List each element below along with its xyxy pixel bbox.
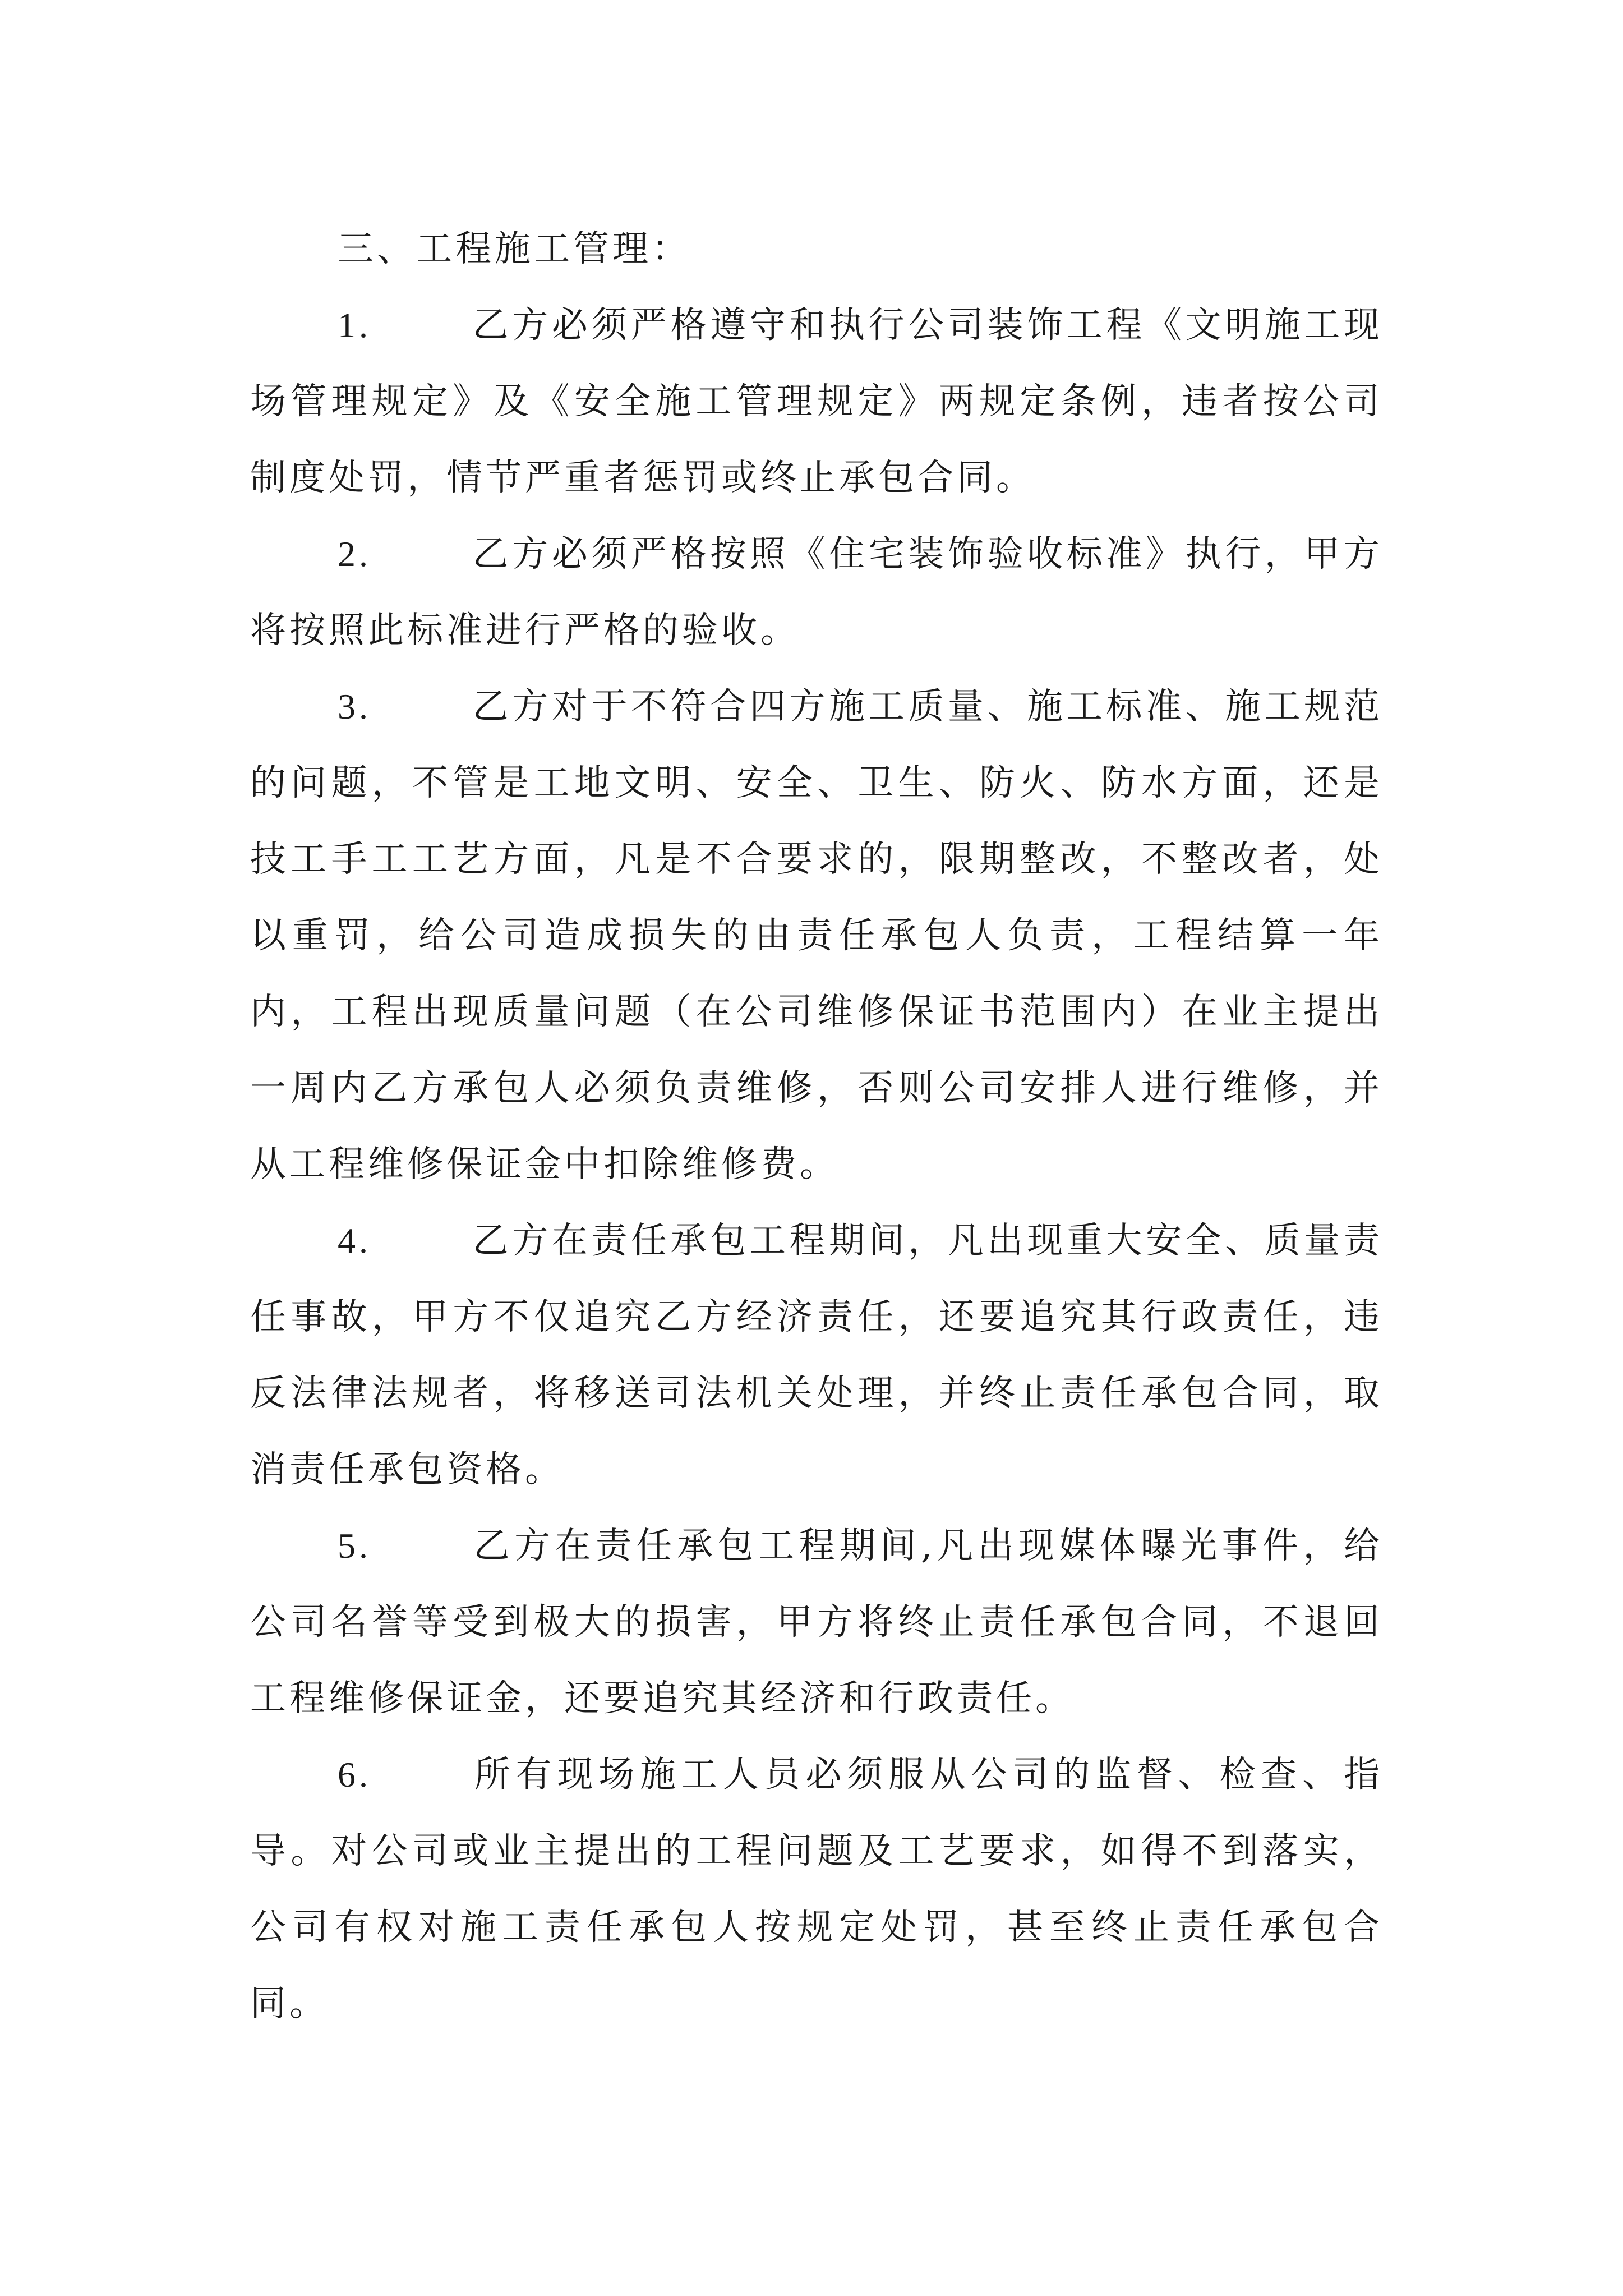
clause-number: 2. xyxy=(338,534,371,574)
clause-number: 1. xyxy=(338,305,371,345)
clause-2 xyxy=(250,516,1383,669)
clause-text: 乙方对于不符合四方施工质量、施工标准、施工规范的问题，不管是工地文明、安全、卫生、防火、防水方面，还是技工手工工艺方面，凡是不合要求的，限期整改，不整改者，处以重罚，给公司造成损失的由责任承包人负责，工程结算一年内，工程出现质量问题（在公司维修保证书范围内）在业主提出一周内乙方承包人必须负责维修，否则公司安排人进行维修，并从工程维修保证金中扣除维修费。 xyxy=(250,686,1383,1185)
clause-text: 乙方在责任承包工程期间,凡出现媒体曝光事件，给公司名誉等受到极大的损害，甲方将终止责任承包合同，不退回工程维修保证金，还要追究其经济和行政责任。 xyxy=(250,1525,1383,1719)
clause-number: 3. xyxy=(338,687,371,726)
clause-5 xyxy=(250,1508,1383,1737)
clause-text: 乙方必须严格遵守和执行公司装饰工程《文明施工现场管理规定》及《安全施工管理规定》两规定条例，违者按公司制度处罚，情节严重者惩罚或终止承包合同。 xyxy=(250,305,1383,499)
clause-1 xyxy=(250,287,1383,516)
clause-3 xyxy=(250,669,1383,1203)
clause-text: 所有现场施工人员必须服从公司的监督、检查、指导。对公司或业主提出的工程问题及工艺要求，如得不到落实，公司有权对施工责任承包人按规定处罚，甚至终止责任承包合同。 xyxy=(250,1754,1383,2024)
clause-6 xyxy=(250,1737,1383,2042)
clause-number: 5. xyxy=(338,1526,371,1566)
clause-4 xyxy=(250,1203,1383,1508)
document-body xyxy=(250,211,1383,2042)
clause-number: 6. xyxy=(338,1755,371,1795)
section-heading: 三、工程施工管理： xyxy=(338,228,691,270)
clause-number: 4. xyxy=(338,1221,371,1260)
clause-text: 乙方必须严格按照《住宅装饰验收标准》执行，甲方将按照此标准进行严格的验收。 xyxy=(250,533,1383,651)
clause-text: 乙方在责任承包工程期间，凡出现重大安全、质量责任事故，甲方不仅追究乙方经济责任，还要追究其行政责任，违反法律法规者，将移送司法机关处理，并终止责任承包合同，取消责任承包资格。 xyxy=(250,1220,1383,1490)
